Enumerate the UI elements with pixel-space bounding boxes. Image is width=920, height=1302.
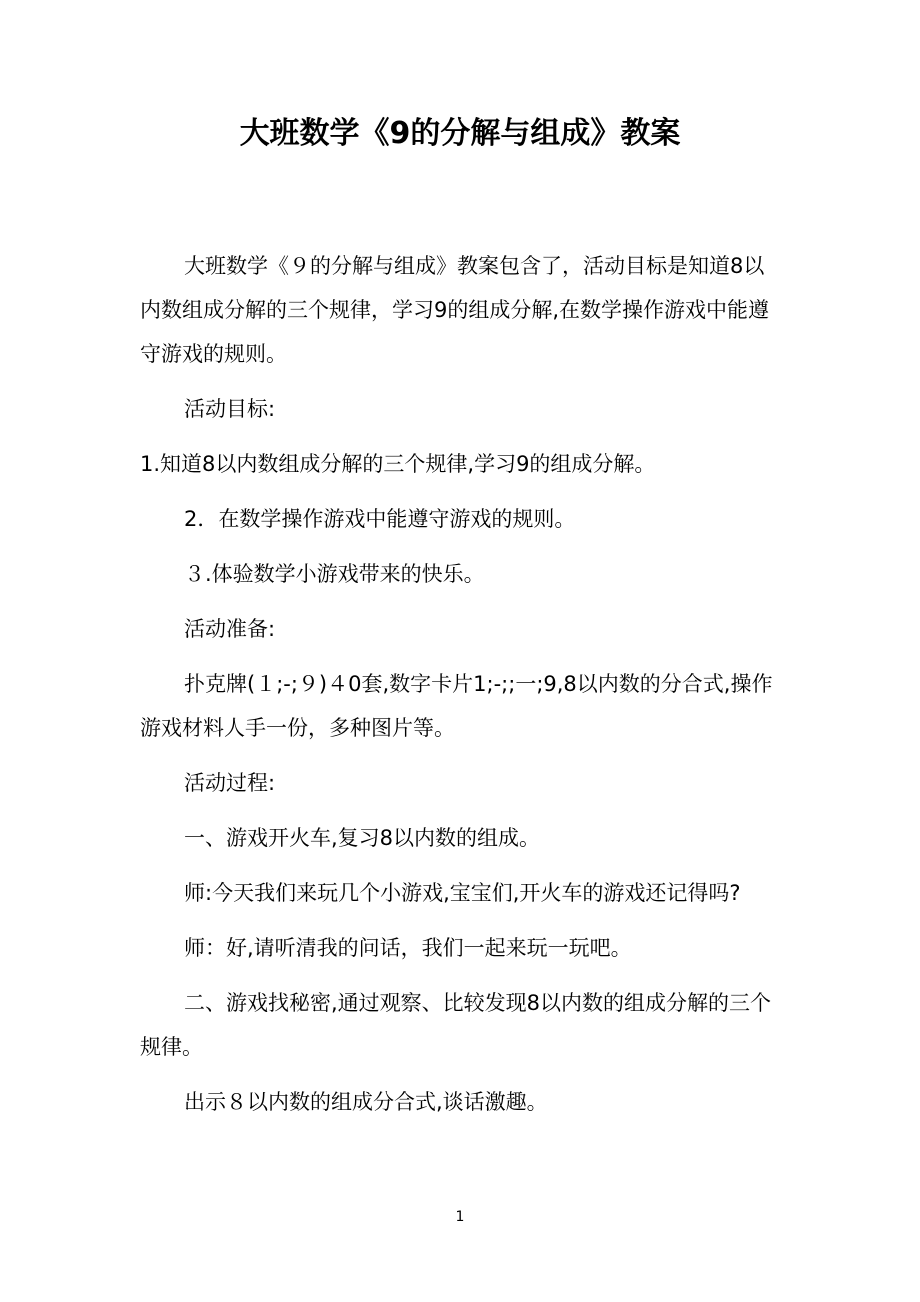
- preparation-paragraph: 扑克牌(１;-;９)４0套,数字卡片1;-;;一;9,8以内数的分合式,操作游戏材料人手一份，多种图片等。: [140, 672, 773, 740]
- section-heading-preparation: 活动准备:: [184, 617, 276, 641]
- section-heading-process: 活动过程:: [184, 771, 276, 795]
- section-heading-goals: 活动目标:: [184, 397, 276, 421]
- process-step-2-detail: 出示８以内数的组成分合式,谈话激趣。: [184, 1090, 548, 1114]
- process-step-1: 一、游戏开火车,复习8以内数的组成。: [184, 826, 541, 850]
- process-step-2: 二、游戏找秘密,通过观察、比较发现8以内数的组成分解的三个规律。: [140, 991, 772, 1059]
- page-number: 1: [455, 1209, 465, 1225]
- teacher-line-2: 师：好,请听清我的问话，我们一起来玩一玩吧。: [184, 936, 632, 960]
- goal-item-2: 2．在数学操作游戏中能遵守游戏的规则。: [184, 507, 576, 531]
- intro-paragraph: 大班数学《９的分解与组成》教案包含了，活动目标是知道8以内数组成分解的三个规律，学习9的组成分解,在数学操作游戏中能遵守游戏的规则。: [140, 254, 770, 366]
- goal-item-1: 1.知道8以内数组成分解的三个规律,学习9的组成分解。: [140, 452, 656, 476]
- document-body: [140, 244, 782, 1135]
- document-title: 大班数学《9的分解与组成》教案: [239, 116, 681, 151]
- teacher-line-1: 师:今天我们来玩几个小游戏,宝宝们,开火车的游戏还记得吗?: [184, 881, 741, 905]
- goal-item-3: ３.体验数学小游戏带来的快乐。: [184, 562, 485, 586]
